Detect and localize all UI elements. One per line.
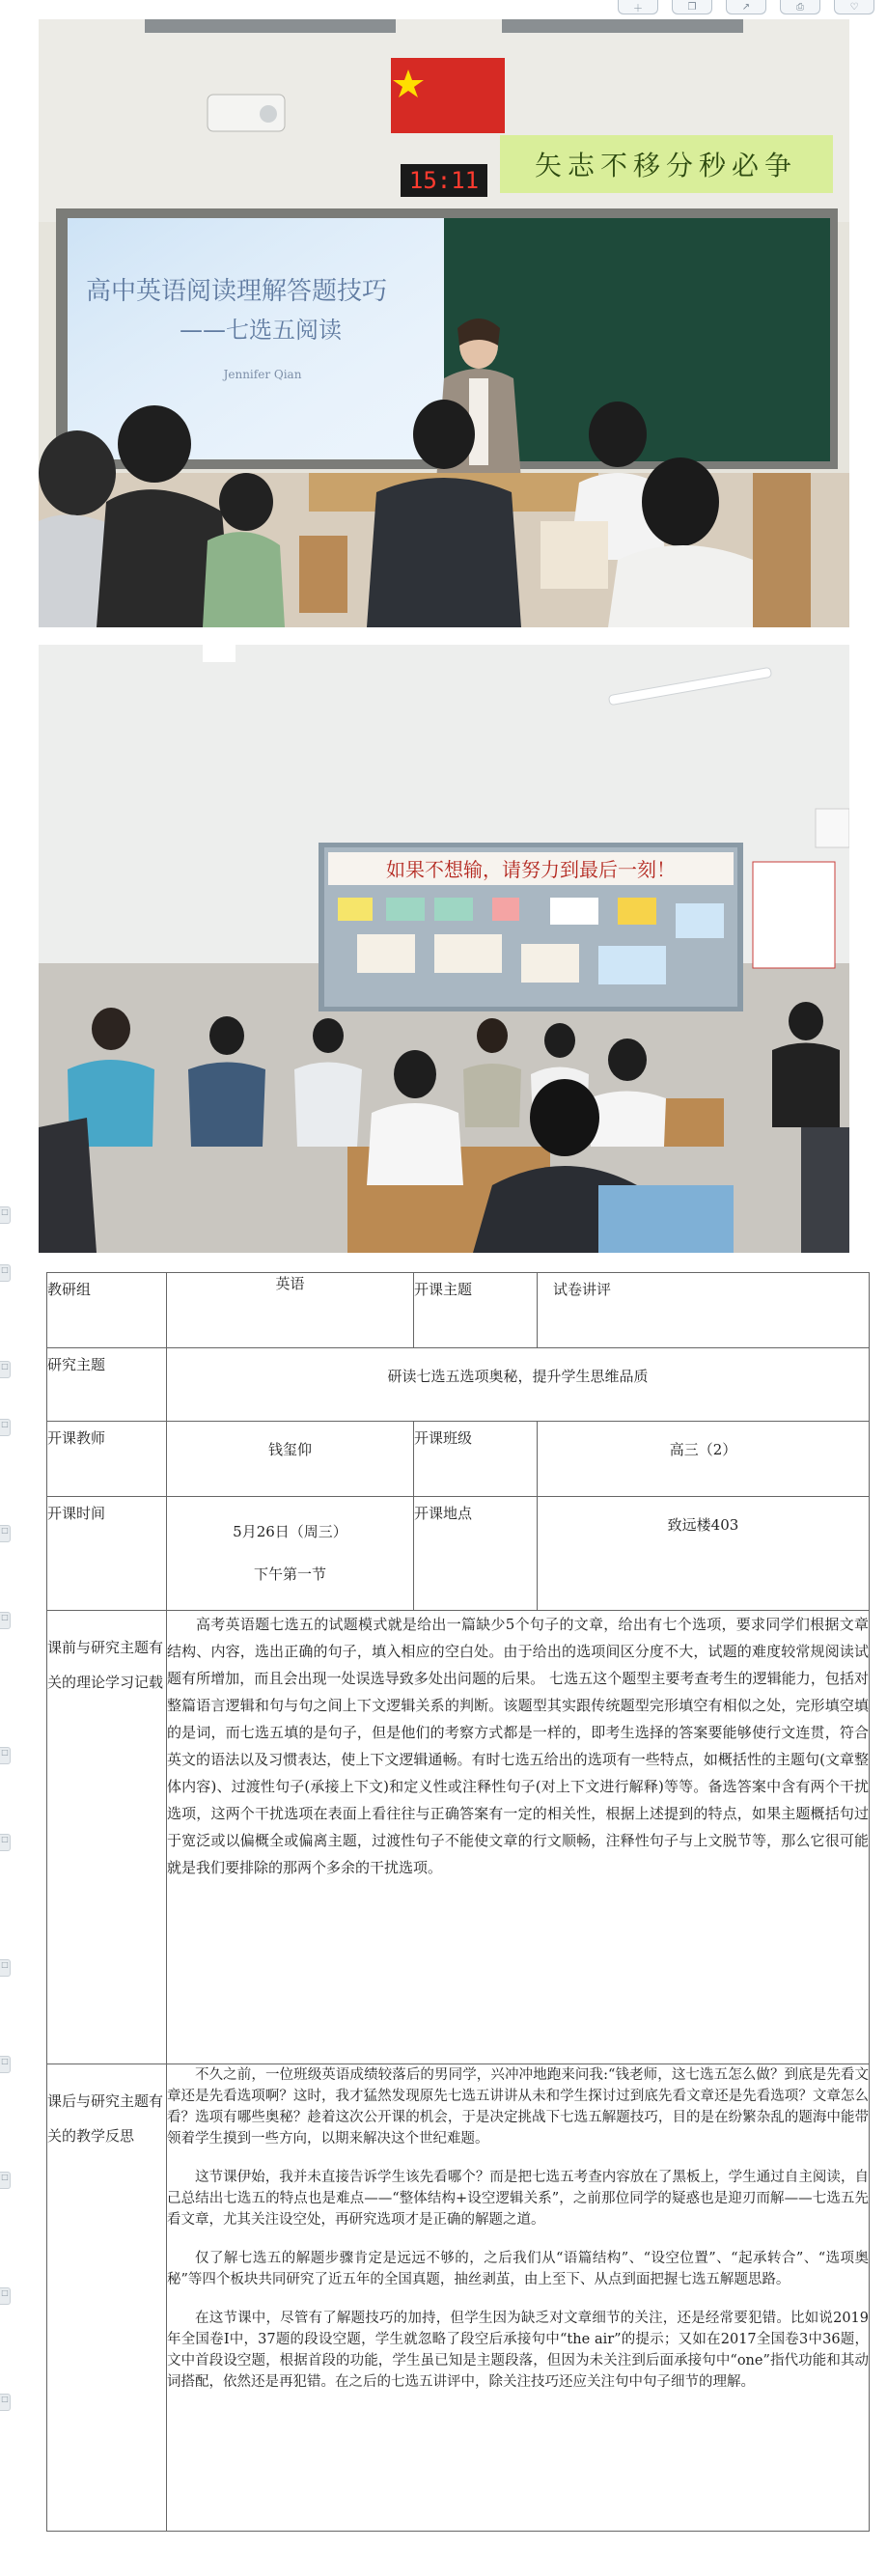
label-research-topic: 研究主题 [47, 1348, 167, 1422]
lesson-place-value: 致远楼403 [538, 1497, 870, 1611]
teaching-reflection [167, 2064, 870, 2532]
edge-tab[interactable]: □ [0, 1419, 11, 1436]
edge-tab[interactable]: □ [0, 1264, 11, 1282]
lesson-record-table [46, 1272, 870, 2532]
lesson-time-cell [167, 1497, 414, 1611]
classroom-photo-front [39, 19, 849, 627]
label-lesson-theme: 开课主题 [414, 1273, 538, 1348]
reflection-paragraph: 在这节课中，尽管有了解题技巧的加持，但学生因为缺乏对文章细节的关注，还是经常要犯错。比如说2019年全国卷I中，37题的段设空题，学生就忽略了段空后承接句中“the air”的提示；又如在2017全国卷3中36题，文中首段设空题，根据首段的功能，学生虽已知是主题段落，但因为未关注到后面承接句中“one”指代功能和其动词搭配，依然还是再犯错。在之后的七选五讲评中，除关注技巧还应关注句中句子细节的理解。 [167, 2311, 869, 2390]
label-class: 开课班级 [414, 1422, 538, 1497]
label-lesson-time: 开课时间 [47, 1497, 167, 1611]
label-teaching-group: 教研组 [47, 1273, 167, 1348]
edge-tab[interactable]: □ [0, 2172, 11, 2189]
edge-tab[interactable]: □ [0, 1206, 11, 1224]
slide-author: Jennifer Qian [223, 368, 302, 381]
label-theory-study: 课前与研究主题有关的理论学习记载 [47, 1611, 167, 2064]
edge-tab[interactable]: □ [0, 1834, 11, 1851]
lesson-date: 5月26日（周三） [233, 1523, 347, 1540]
reflection-paragraph: 不久之前，一位班级英语成绩较落后的男同学，兴冲冲地跑来问我:“钱老师，这七选五怎么做？到底是先看文章还是先看选项啊？这时，我才猛然发现原先七选五讲讲从未和学生探讨过到底先看文章还是先看选项？文章怎么看？选项有哪些奥秘？趁着这次公开课的机会，于是决定挑战下七选五解题技巧，目的是在纷繁杂乱的题海中能带领着学生摸到一些方向，以期来解决这个世纪难题。 [167, 2067, 869, 2147]
slide-subtitle: ——七选五阅读 [180, 317, 342, 344]
print-icon[interactable]: ⎙ [780, 0, 820, 14]
theory-study-notes [167, 1611, 870, 2064]
slide-title: 高中英语阅读理解答题技巧 [85, 277, 388, 306]
classroom-photo-back [39, 645, 849, 1253]
edge-tab[interactable]: □ [0, 2287, 11, 2305]
clock-display: 15:11 [408, 167, 480, 194]
class-value: 高三（2） [538, 1422, 870, 1497]
label-teacher: 开课教师 [47, 1422, 167, 1497]
board-banner: 如果不想输，请努力到最后一刻！ [386, 858, 676, 881]
add-icon[interactable]: ＋ [618, 0, 658, 14]
motto-banner: 矢志不移分秒必争 [534, 150, 798, 181]
edge-tab[interactable]: □ [0, 2394, 11, 2411]
edge-tab[interactable]: □ [0, 1361, 11, 1378]
label-lesson-place: 开课地点 [414, 1497, 538, 1611]
copy-icon[interactable]: ❐ [672, 0, 712, 14]
top-toolbar [618, 0, 874, 14]
edge-tab[interactable]: □ [0, 2056, 11, 2073]
theory-study-paragraph: 高考英语题七选五的试题模式就是给出一篇缺少5个句子的文章，给出有七个选项，要求同学们根据文章结构、内容，选出正确的句子，填入相应的空白处。由于给出的选项间区分度不大，试题的难度较常规阅读试题有所增加，而且会出现一处误选导致多处出问题的后果。 七选五这个题型主要考查考生的逻辑能力，包括对整篇语言逻辑和句与句之间上下文逻辑关系的判断。该题型其实跟传统题型完形填空有相似之处，完形填空填的是词，而七选五填的是句子，但是他们的考察方式都是一样的，即考生选择的答案要能够使行文连贯，符合英文的语法以及习惯表达，使上下文逻辑通畅。有时七选五给出的选项有一些特点，如概括性的主题句(文章整体内容)、过渡性句子(承接上下文)和定义性或注释性句子(对上下文进行解释)等等。备选答案中含有两个干扰选项，这两个干扰选项在表面上看往往与正确答案有一定的相关性，根据上述提到的特点，如果主题概括句过于宽泛或以偏概全或偏离主题，过渡性句子不能使文章的行文顺畅，注释性句子与上文脱节等，那么它很可能就是我们要排除的那两个多余的干扰选项。 [167, 1616, 869, 1876]
heart-icon[interactable]: ♡ [834, 0, 874, 14]
edge-tab[interactable]: □ [0, 1612, 11, 1629]
edge-tab[interactable]: □ [0, 1959, 11, 1977]
lesson-period: 下午第一节 [253, 1565, 326, 1583]
teacher-value: 钱玺仰 [167, 1422, 414, 1497]
label-teaching-reflection: 课后与研究主题有关的教学反思 [47, 2064, 167, 2532]
research-topic-value: 研读七选五选项奥秘，提升学生思维品质 [167, 1348, 870, 1422]
flag-icon [391, 58, 505, 133]
edge-tab[interactable]: □ [0, 1525, 11, 1542]
reflection-paragraph: 这节课伊始，我并未直接告诉学生该先看哪个？而是把七选五考查内容放在了黑板上，学生通过自主阅读，自己总结出七选五的特点也是难点——“整体结构+设空逻辑关系”，之前那位同学的疑惑也是迎刃而解——七选五先看文章，尤其关注设空处，再研究选项才是正确的解题之道。 [167, 2170, 869, 2228]
reflection-paragraph: 仅了解七选五的解题步骤肯定是远远不够的，之后我们从“语篇结构”、“设空位置”、“起承转合”、“选项奥秘”等四个板块共同研究了近五年的全国真题，抽丝剥茧，由上至下、从点到面把握七选五解题思路。 [167, 2251, 869, 2287]
edge-tab[interactable]: □ [0, 1747, 11, 1764]
share-icon[interactable]: ↗ [726, 0, 766, 14]
lesson-theme-value: 试卷讲评 [538, 1273, 870, 1348]
teaching-group-value: 英语 [167, 1273, 414, 1348]
